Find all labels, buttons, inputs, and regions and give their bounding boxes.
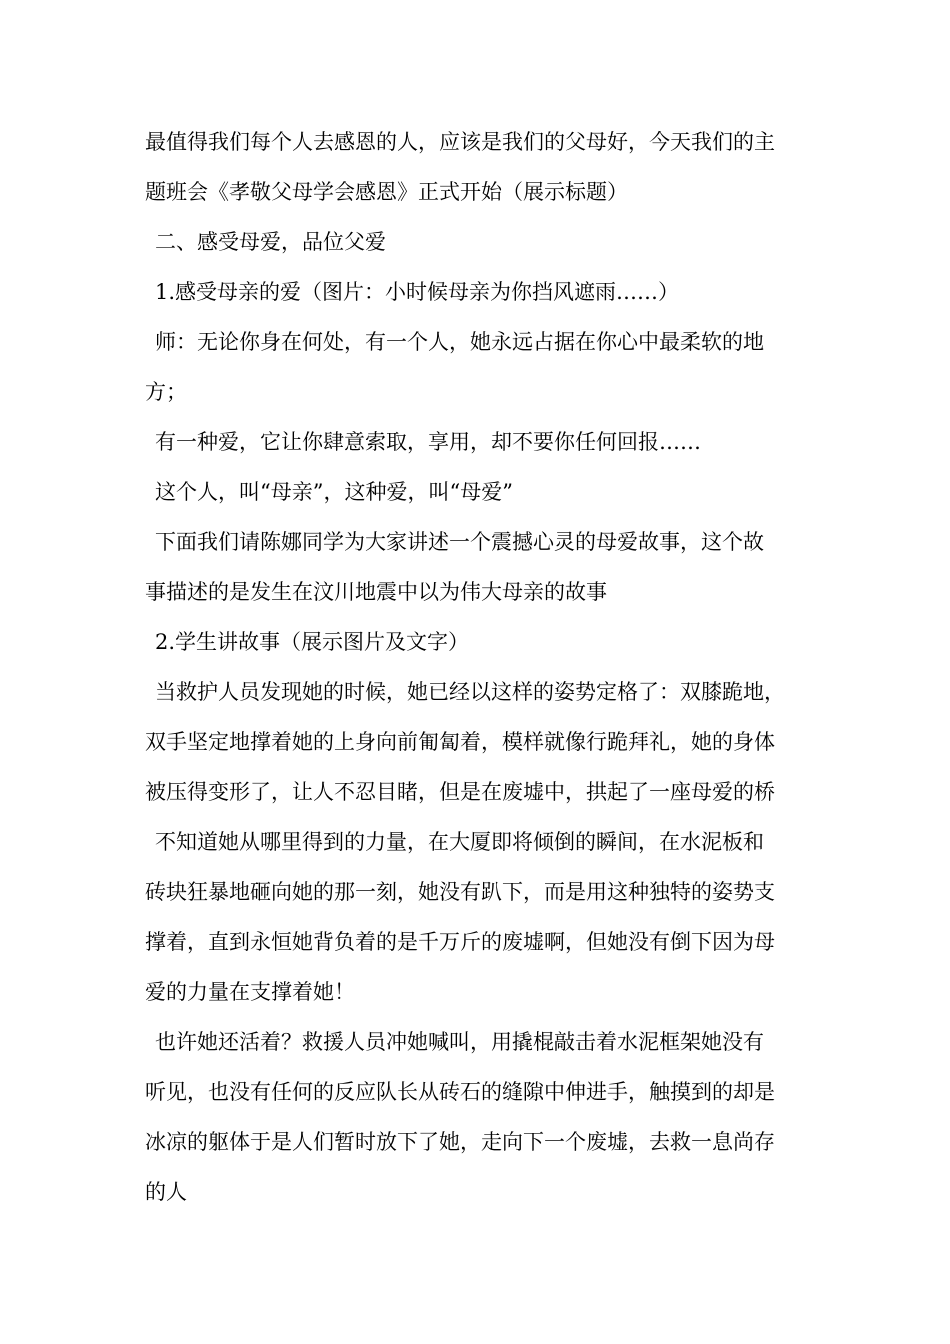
text-line: 被压得变形了，让人不忍目睹，但是在废墟中，拱起了一座母爱的桥 bbox=[145, 780, 775, 804]
document-body bbox=[145, 117, 810, 1217]
text-line: 冰凉的躯体于是人们暂时放下了她，走向下一个废墟，去救一息尚存 bbox=[145, 1130, 775, 1154]
text-line: 当救护人员发现她的时候，她已经以这样的姿势定格了：双膝跪地， bbox=[155, 680, 785, 704]
text-line: 的人 bbox=[145, 1180, 187, 1204]
subsection-heading: 2.学生讲故事（展示图片及文字） bbox=[155, 630, 470, 654]
text-line: 这个人，叫“母亲”，这种爱，叫“母爱” bbox=[155, 480, 513, 504]
text-line: 撑着，直到永恒她背负着的是千万斤的废墟啊，但她没有倒下因为母 bbox=[145, 930, 775, 954]
text-line: 题班会《孝敬父母学会感恩》正式开始（展示标题） bbox=[145, 180, 628, 204]
text-line: 也许她还活着？救援人员冲她喊叫，用撬棍敲击着水泥框架她没有 bbox=[155, 1030, 764, 1054]
text-line: 双手坚定地撑着她的上身向前匍匐着，模样就像行跪拜礼，她的身体 bbox=[145, 730, 775, 754]
text-line: 下面我们请陈娜同学为大家讲述一个震撼心灵的母爱故事，这个故 bbox=[155, 530, 764, 554]
text-line: 不知道她从哪里得到的力量，在大厦即将倾倒的瞬间，在水泥板和 bbox=[155, 830, 764, 854]
text-line: 事描述的是发生在汶川地震中以为伟大母亲的故事 bbox=[145, 580, 607, 604]
section-heading: 二、感受母爱，品位父爱 bbox=[155, 230, 386, 254]
text-line: 方； bbox=[145, 380, 187, 404]
text-line: 最值得我们每个人去感恩的人，应该是我们的父母好，今天我们的主 bbox=[145, 130, 775, 154]
text-line: 听见，也没有任何的反应队长从砖石的缝隙中伸进手，触摸到的却是 bbox=[145, 1080, 775, 1104]
text-line: 砖块狂暴地砸向她的那一刻，她没有趴下，而是用这种独特的姿势支 bbox=[145, 880, 775, 904]
text-line: 师：无论你身在何处，有一个人，她永远占据在你心中最柔软的地 bbox=[155, 330, 764, 354]
text-line: 爱的力量在支撑着她！ bbox=[145, 980, 355, 1004]
text-line: 有一种爱，它让你肆意索取，享用，却不要你任何回报…… bbox=[155, 430, 701, 454]
subsection-heading: 1.感受母亲的爱（图片：小时候母亲为你挡风遮雨……） bbox=[155, 280, 680, 304]
